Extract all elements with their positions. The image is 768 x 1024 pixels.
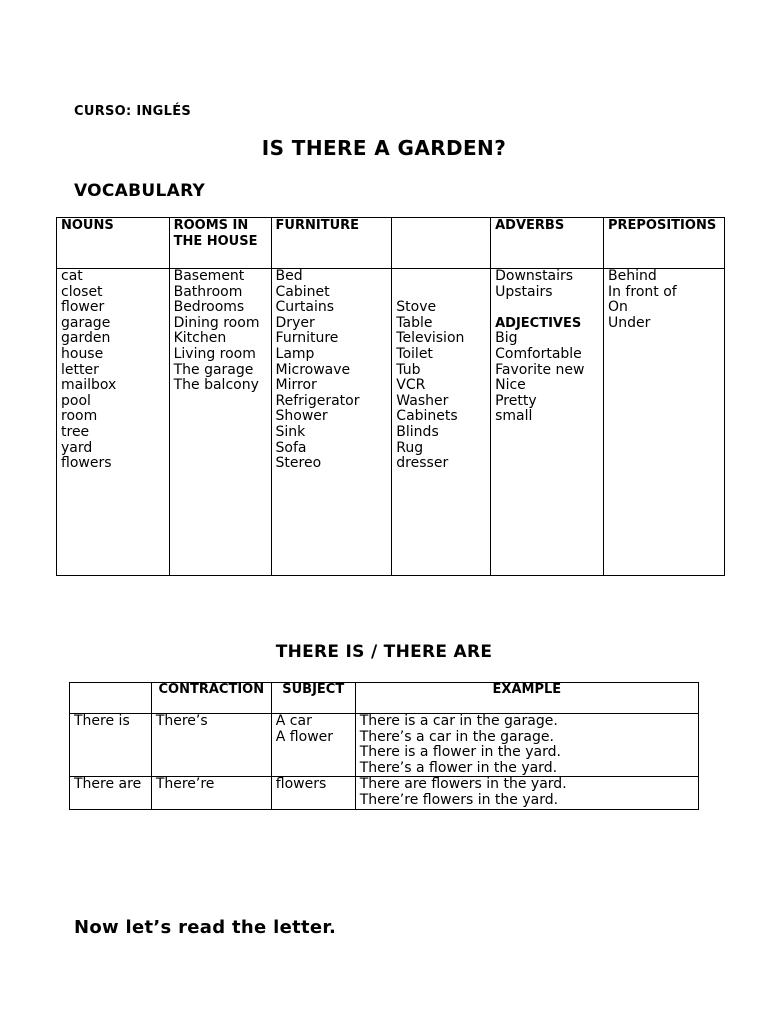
page-title: IS THERE A GARDEN? (261, 136, 507, 160)
list-item: Washer (396, 392, 449, 409)
list-item: Big (495, 330, 518, 347)
list-item: Dining room (173, 314, 260, 331)
list-item: There’s a car in the garage. (359, 728, 554, 745)
list-item: Pretty (495, 392, 537, 409)
adverbs-list (495, 269, 599, 300)
list-item: Sink (275, 423, 306, 440)
header-prepositions: PREPOSITIONS (603, 218, 724, 269)
list-item: On (607, 299, 628, 316)
form-cell: There are (70, 777, 152, 809)
list-item: Stereo (275, 455, 322, 472)
list-item: Bed (275, 268, 303, 284)
list-item: Refrigerator (275, 392, 360, 409)
list-item: Upstairs (495, 283, 553, 300)
example-cell (355, 777, 698, 809)
subject-cell (271, 714, 355, 777)
furniture-cell (271, 269, 392, 576)
prepositions-cell (603, 269, 724, 576)
closing-instruction: Now let’s read the letter. (74, 917, 337, 938)
furniture-more-cell (392, 269, 491, 576)
list-item: Dryer (275, 314, 315, 331)
list-item: Toilet (396, 345, 433, 362)
list-item: Table (396, 314, 433, 331)
header-rooms: ROOMS IN THE HOUSE (169, 218, 271, 269)
list-item: yard (61, 439, 93, 456)
adjectives-list (495, 331, 599, 425)
header-contraction: CONTRACTION (151, 683, 271, 714)
list-item: There’re flowers in the yard. (359, 791, 559, 808)
list-item: Furniture (275, 330, 339, 347)
furniture-more-list (396, 300, 486, 472)
header-nouns: NOUNS (57, 218, 170, 269)
header-adverbs: ADVERBS (491, 218, 604, 269)
table-row (70, 777, 699, 809)
list-item: Downstairs (495, 268, 574, 284)
contraction-cell: There’s (151, 714, 271, 777)
list-item: Sofa (275, 439, 307, 456)
course-label: CURSO: INGLÉS (74, 104, 192, 119)
form-cell: There is (70, 714, 152, 777)
table-row (70, 714, 699, 777)
list-item: Comfortable (495, 345, 582, 362)
header-form (70, 683, 152, 714)
list-item: Tub (396, 361, 421, 378)
list-item: Bedrooms (173, 299, 245, 316)
header-empty (392, 218, 491, 269)
list-item: Behind (607, 268, 657, 284)
list-item: cat (61, 268, 83, 284)
header-subject: SUBJECT (271, 683, 355, 714)
subject-cell (271, 777, 355, 809)
contraction-cell: There’re (151, 777, 271, 809)
list-item: Cabinets (396, 408, 458, 425)
adverbs-adjectives-cell (491, 269, 604, 576)
example-cell (355, 714, 698, 777)
adjectives-heading: ADJECTIVES (495, 315, 582, 331)
list-item: mailbox (61, 377, 117, 394)
list-item: Lamp (275, 345, 315, 362)
list-item: There are flowers in the yard. (359, 776, 567, 793)
list-item: flower (61, 299, 105, 316)
list-item: Nice (495, 377, 526, 394)
list-item: There is a flower in the yard. (359, 744, 561, 761)
list-item: Rug (396, 439, 424, 456)
list-item: VCR (396, 377, 426, 394)
there-is-table (69, 682, 699, 810)
list-item: garage (61, 314, 111, 331)
header-example: EXAMPLE (355, 683, 698, 714)
rooms-cell (169, 269, 271, 576)
list-item: house (61, 345, 104, 362)
list-item: Cabinet (275, 283, 330, 300)
list-item: Television (396, 330, 465, 347)
list-item: flowers (61, 455, 112, 472)
list-item: Mirror (275, 377, 317, 394)
list-item: The balcony (173, 377, 259, 394)
list-item: room (61, 408, 98, 425)
list-item: Stove (396, 299, 437, 316)
list-item: Bathroom (173, 283, 243, 300)
list-item: Living room (173, 345, 256, 362)
list-item: small (495, 408, 533, 425)
list-item: In front of (607, 283, 677, 300)
list-item: letter (61, 361, 99, 378)
vocabulary-body-row (57, 269, 725, 576)
list-item: Basement (173, 268, 245, 284)
list-item: Shower (275, 408, 328, 425)
header-furniture: FURNITURE (271, 218, 392, 269)
list-item: garden (61, 330, 111, 347)
list-item: There’s a flower in the yard. (359, 759, 558, 776)
list-item: A flower (275, 728, 334, 745)
list-item: There is a car in the garage. (359, 713, 558, 729)
list-item: Kitchen (173, 330, 227, 347)
list-item: Favorite new (495, 361, 585, 378)
vocabulary-header-row (57, 218, 725, 269)
list-item: Microwave (275, 361, 351, 378)
list-item: dresser (396, 455, 449, 472)
list-item: Blinds (396, 423, 439, 440)
list-item: The garage (173, 361, 254, 378)
list-item: flowers (275, 776, 327, 793)
grammar-header-row (70, 683, 699, 714)
list-item: closet (61, 283, 103, 300)
there-is-there-are-heading: THERE IS / THERE ARE (275, 642, 493, 662)
list-item: pool (61, 392, 91, 409)
list-item: Under (607, 314, 651, 331)
list-item: Curtains (275, 299, 335, 316)
list-item: A car (275, 713, 312, 729)
vocabulary-table (56, 217, 725, 576)
list-item: tree (61, 423, 90, 440)
vocabulary-heading: VOCABULARY (74, 181, 206, 201)
nouns-cell (57, 269, 170, 576)
